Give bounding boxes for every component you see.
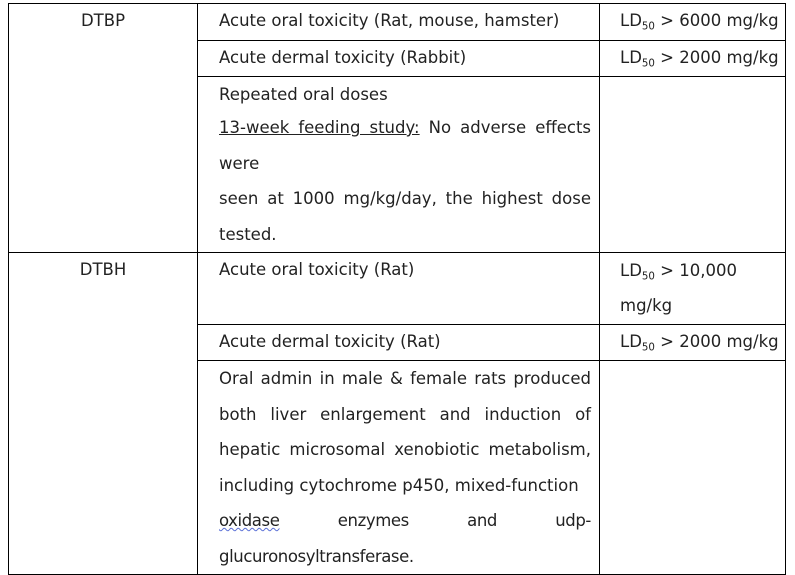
test-cell: Acute dermal toxicity (Rat): [198, 325, 600, 361]
ld50-value-cell: $LD_{50} > 2000$ mg/kg: [600, 325, 786, 361]
test-cell: Acute oral toxicity (Rat, mouse, hamster): [198, 4, 600, 41]
repeated-dose-text: 13-week feeding study: No adverse effects were seen at 1000 mg/kg/day, the highest dose tested.: [219, 118, 592, 244]
compound-name: DTBH: [79, 260, 127, 279]
compound-cell: [9, 4, 198, 253]
empty-value-cell: [600, 77, 786, 253]
compound-name: DTBP: [80, 11, 126, 30]
ld50-value-cell: $LD_{50} > 10,000$ mg/kg: [600, 253, 786, 325]
test-cell: Acute dermal toxicity (Rabbit): [198, 41, 600, 77]
oral-admin-cell: Oral admin in male & female rats produced both liver enlargement and induction of hepatic microsomal xenobiotic metabolism, including cytochrome p450, mixed-function oxidase enzymes and udp-glucuronosyltransferase.: [198, 361, 600, 575]
toxicity-table: [8, 3, 786, 575]
spellcheck-flagged-word: oxidase: [219, 511, 280, 530]
table-row: [9, 253, 786, 325]
repeated-dose-cell: [198, 77, 600, 253]
ld50-value-cell: $LD_{50} > 2000$ mg/kg: [600, 41, 786, 77]
compound-cell: [9, 253, 198, 575]
table-row: [9, 4, 786, 41]
test-cell: Acute oral toxicity (Rat): [198, 253, 600, 325]
ld50-value-cell: $LD_{50} > 6000$ mg/kg: [600, 4, 786, 41]
empty-value-cell: [600, 361, 786, 575]
study-label: 13-week feeding study:: [219, 118, 420, 137]
repeated-dose-heading: Repeated oral doses: [219, 85, 388, 104]
